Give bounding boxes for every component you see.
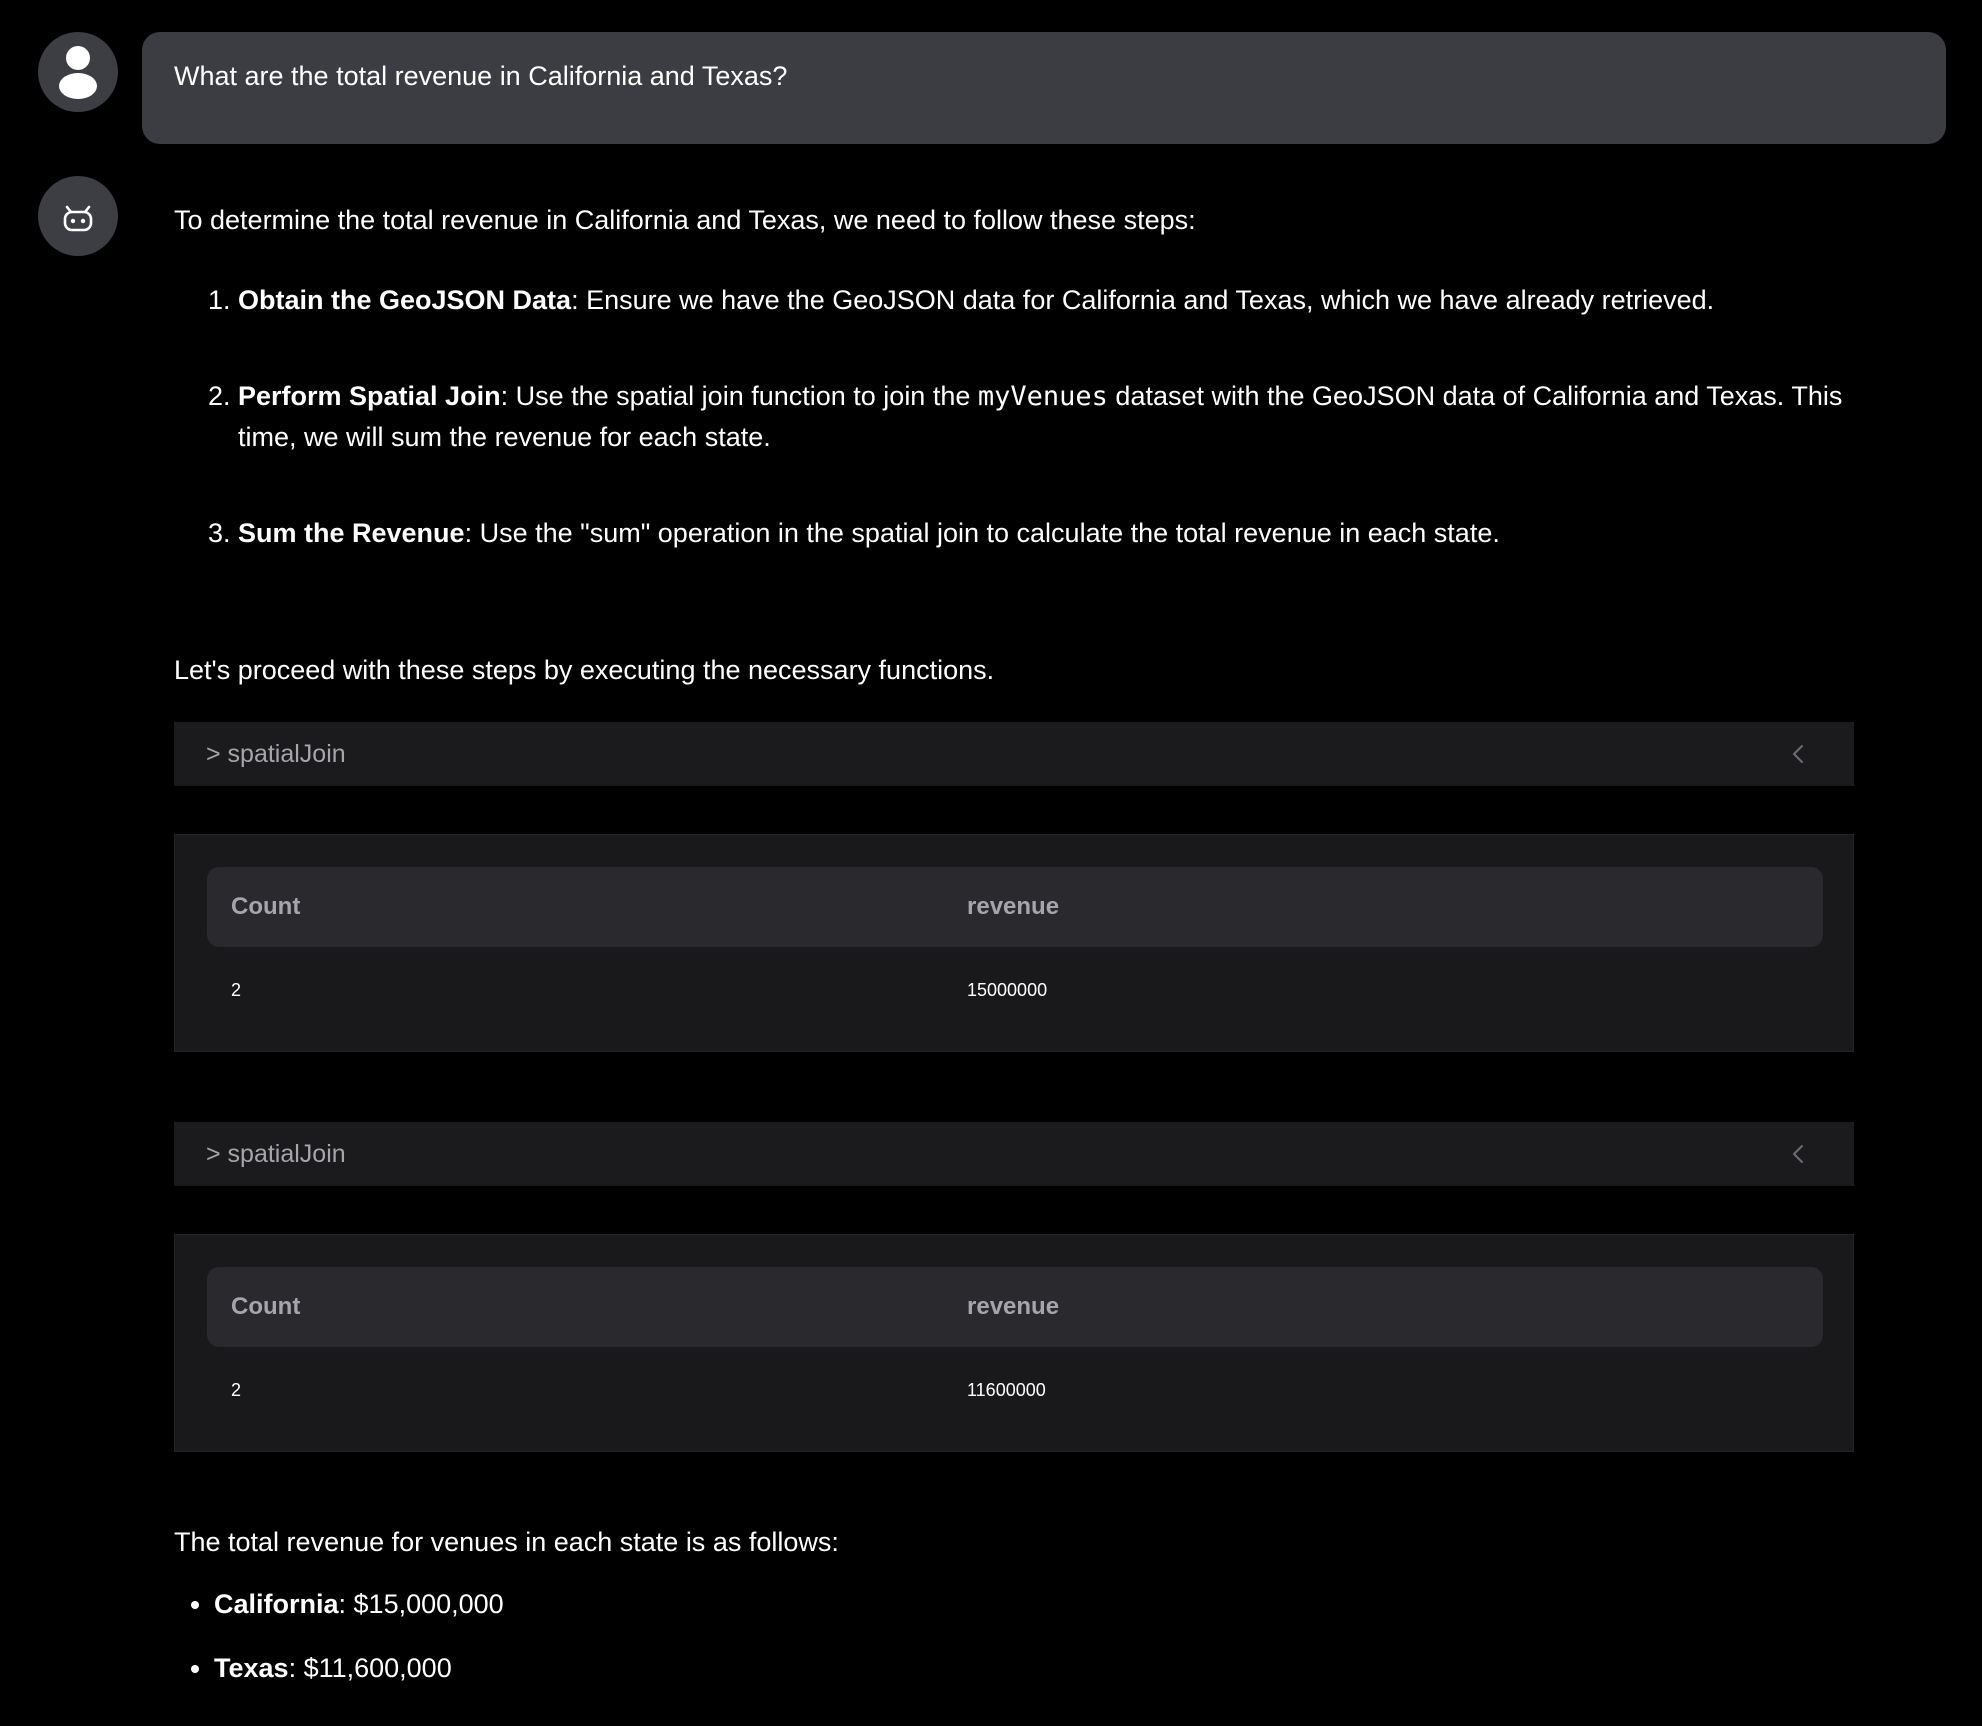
results-list (174, 1584, 1854, 1689)
steps-list (174, 280, 1854, 554)
assistant-message (174, 200, 1854, 691)
table-cell-count: 2 (231, 980, 242, 1000)
assistant-avatar (38, 176, 118, 256)
column-header-count: Count (231, 1293, 301, 1320)
function-call-label: > spatialJoin (206, 1140, 346, 1168)
table-cell-revenue: 15000000 (967, 980, 1048, 1000)
step-text: : Use the spatial join function to join the (500, 381, 978, 411)
step-item (238, 376, 1854, 458)
list-item (214, 1648, 1854, 1689)
step-text: : Ensure we have the GeoJSON data for California and Texas, which we have already retrieved. (571, 285, 1715, 315)
assistant-intro: To determine the total revenue in California and Texas, we need to follow these steps: (174, 205, 1196, 235)
step-text: : Use the "sum" operation in the spatial join to calculate the total revenue in each state. (464, 518, 1500, 548)
summary-section (174, 1522, 1854, 1712)
table-cell-revenue: 11600000 (967, 1380, 1046, 1400)
chevron-left-icon[interactable] (1790, 744, 1808, 764)
proceed-text: Let's proceed with these steps by executing the necessary functions. (174, 655, 995, 685)
state-value: : $11,600,000 (288, 1653, 452, 1683)
chevron-left-icon[interactable] (1790, 1144, 1808, 1164)
step-text: dataset with the GeoJSON data of California and Texas. This time, we will sum the revenue for each state. (238, 381, 1843, 452)
step-title: Perform Spatial Join (238, 381, 501, 411)
person-icon (38, 32, 118, 112)
robot-icon (38, 176, 118, 256)
inline-code: myVenues (977, 381, 1108, 412)
table-cell-count: 2 (231, 1380, 242, 1400)
state-name: Texas (214, 1653, 289, 1683)
summary-intro: The total revenue for venues in each state is as follows: (174, 1527, 839, 1557)
user-avatar (38, 32, 118, 112)
state-name: California (214, 1589, 339, 1619)
step-title: Obtain the GeoJSON Data (238, 285, 572, 315)
column-header-count: Count (231, 893, 301, 920)
list-item (214, 1584, 1854, 1625)
step-title: Sum the Revenue (238, 518, 465, 548)
function-call-toggle[interactable] (174, 722, 1854, 786)
function-result-panel (174, 1234, 1854, 1452)
user-message-bubble (142, 32, 1946, 144)
table-header (207, 867, 1823, 947)
step-item (238, 513, 1854, 554)
table-header (207, 1267, 1823, 1347)
function-call-toggle[interactable] (174, 1122, 1854, 1186)
state-value: : $15,000,000 (338, 1589, 504, 1619)
column-header-revenue: revenue (967, 893, 1060, 920)
column-header-revenue: revenue (967, 1293, 1060, 1320)
function-result-panel (174, 834, 1854, 1052)
user-message-text: What are the total revenue in California and Texas? (174, 61, 788, 91)
step-item (238, 280, 1854, 321)
function-call-label: > spatialJoin (206, 740, 346, 768)
